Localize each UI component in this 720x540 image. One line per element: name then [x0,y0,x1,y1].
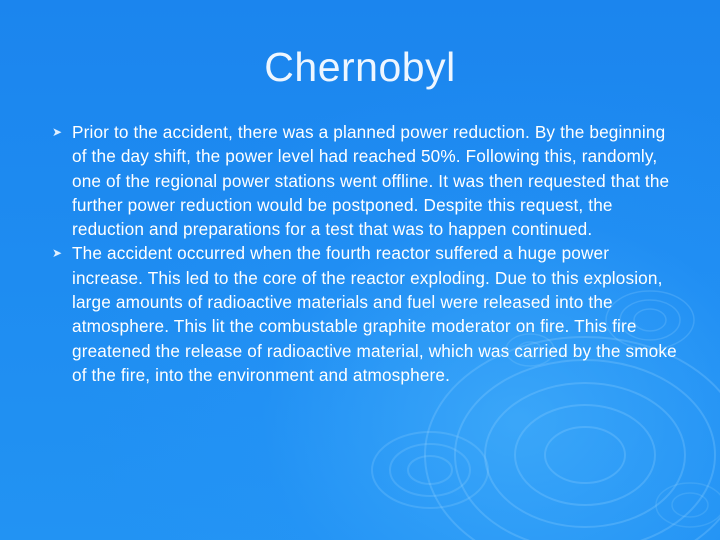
arrow-bullet-icon: ➤ [52,125,63,139]
bullet-text: Prior to the accident, there was a planned power reduction. By the beginning of the day shift, the power level had reached 50%. Following this, randomly, one of the regional power stations went offline. It was then requested that the further power reduction would be postponed. Despite this request, the reduction and preparations for a test that was to happen continued. [72,122,670,240]
bullet-list [50,120,680,387]
bullet-item [50,120,680,241]
bullet-item [50,241,680,387]
bullet-text: The accident occurred when the fourth reactor suffered a huge power increase. This led to the core of the reactor exploding. Due to this explosion, large amounts of radioactive materials and fuel were released into the atmosphere. This lit the combustable graphite moderator on fire. This fire greatened the release of radioactive material, which was carried by the smoke of the fire, into the environment and atmosphere. [72,243,677,385]
slide-title: Chernobyl [264,44,456,90]
arrow-bullet-icon: ➤ [52,246,63,261]
